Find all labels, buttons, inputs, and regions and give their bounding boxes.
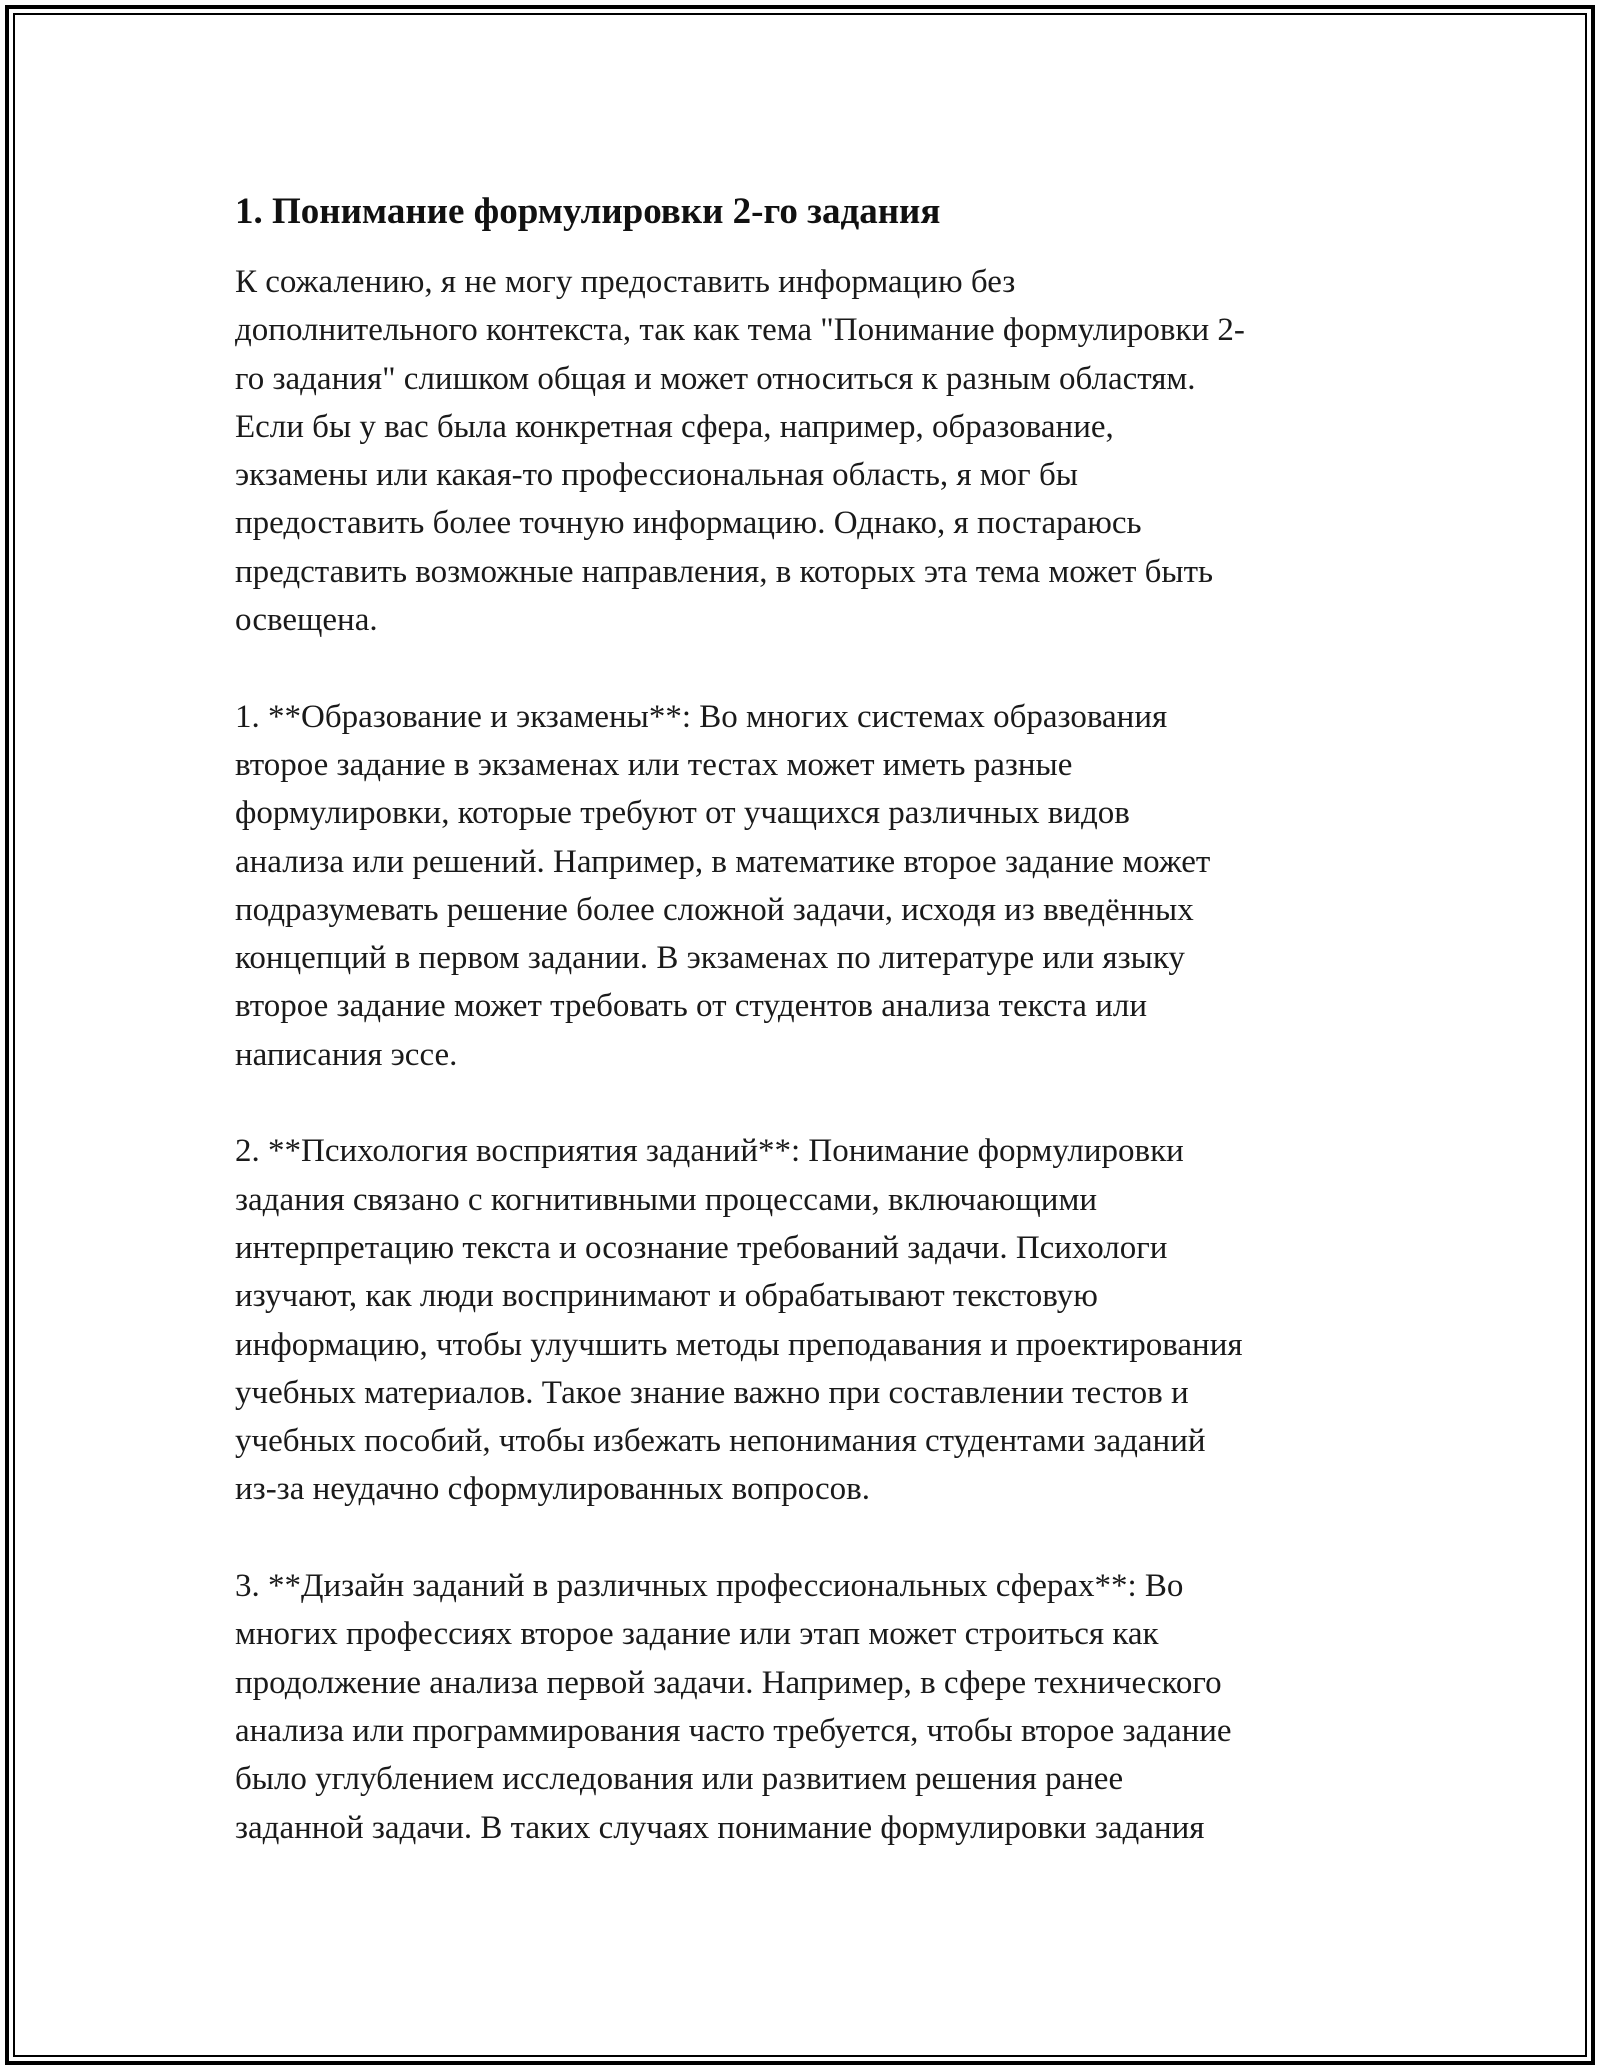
text-line: освещена. (235, 602, 378, 639)
paragraph-item-3 (235, 1562, 1385, 1852)
text-line: формулировки, которые требуют от учащихся различных видов (235, 795, 1130, 832)
text-line: подразумевать решение более сложной задачи, исходя из введённых (235, 891, 1194, 928)
paragraph-gap (235, 1514, 1385, 1562)
paragraph-item-1 (235, 693, 1385, 1079)
paragraph-intro (235, 258, 1385, 644)
text-line: было углублением исследования или развитием решения ранее (235, 1761, 1124, 1798)
text-line: концепций в первом задании. В экзаменах по литературе или языку (235, 940, 1185, 977)
text-line: из-за неудачно сформулированных вопросов. (235, 1471, 870, 1508)
paragraph-gap (235, 1079, 1385, 1127)
text-line: заданной задачи. В таких случаях понимание формулировки задания (235, 1809, 1205, 1846)
text-line: 3. **Дизайн заданий в различных профессиональных сферах**: Во (235, 1568, 1184, 1605)
text-line: изучают, как люди воспринимают и обрабатывают текстовую (235, 1278, 1098, 1315)
text-line: экзамены или какая-то профессиональная область, я мог бы (235, 457, 1078, 494)
text-line: 2. **Психология восприятия заданий**: Понимание формулировки (235, 1133, 1184, 1170)
text-line: второе задание в экзаменах или тестах может иметь разные (235, 746, 1073, 783)
paragraph-gap (235, 644, 1385, 692)
section-heading: 1. Понимание формулировки 2-го задания (235, 191, 941, 232)
text-line: интерпретацию текста и осознание требований задачи. Психологи (235, 1229, 1168, 1266)
text-line: информацию, чтобы улучшить методы преподавания и проектирования (235, 1326, 1243, 1363)
text-line: предоставить более точную информацию. Однако, я постараюсь (235, 505, 1142, 542)
text-line: учебных материалов. Такое знание важно при составлении тестов и (235, 1374, 1189, 1411)
text-line: представить возможные направления, в которых эта тема может быть (235, 553, 1214, 590)
text-line: го задания" слишком общая и может относиться к разным областям. (235, 360, 1196, 397)
text-line: задания связано с когнитивными процессами, включающими (235, 1181, 1097, 1218)
text-line: продолжение анализа первой задачи. Например, в сфере технического (235, 1664, 1222, 1701)
text-line: многих профессиях второе задание или этап может строиться как (235, 1616, 1159, 1653)
text-line: К сожалению, я не могу предоставить информацию без (235, 264, 1016, 300)
document-body (235, 186, 1385, 1852)
paragraph-item-2 (235, 1127, 1385, 1513)
text-line: учебных пособий, чтобы избежать непонимания студентами заданий (235, 1423, 1206, 1460)
text-line: написания эссе. (235, 1036, 458, 1073)
text-line: анализа или программирования часто требуется, чтобы второе задание (235, 1712, 1232, 1749)
text-line: Если бы у вас была конкретная сфера, например, образование, (235, 408, 1114, 445)
text-line: анализа или решений. Например, в математике второе задание может (235, 843, 1211, 880)
text-line: второе задание может требовать от студентов анализа текста или (235, 988, 1147, 1025)
text-line: дополнительного контекста, так как тема "Понимание формулировки 2- (235, 312, 1245, 349)
text-line: 1. **Образование и экзамены**: Во многих системах образования (235, 698, 1168, 735)
